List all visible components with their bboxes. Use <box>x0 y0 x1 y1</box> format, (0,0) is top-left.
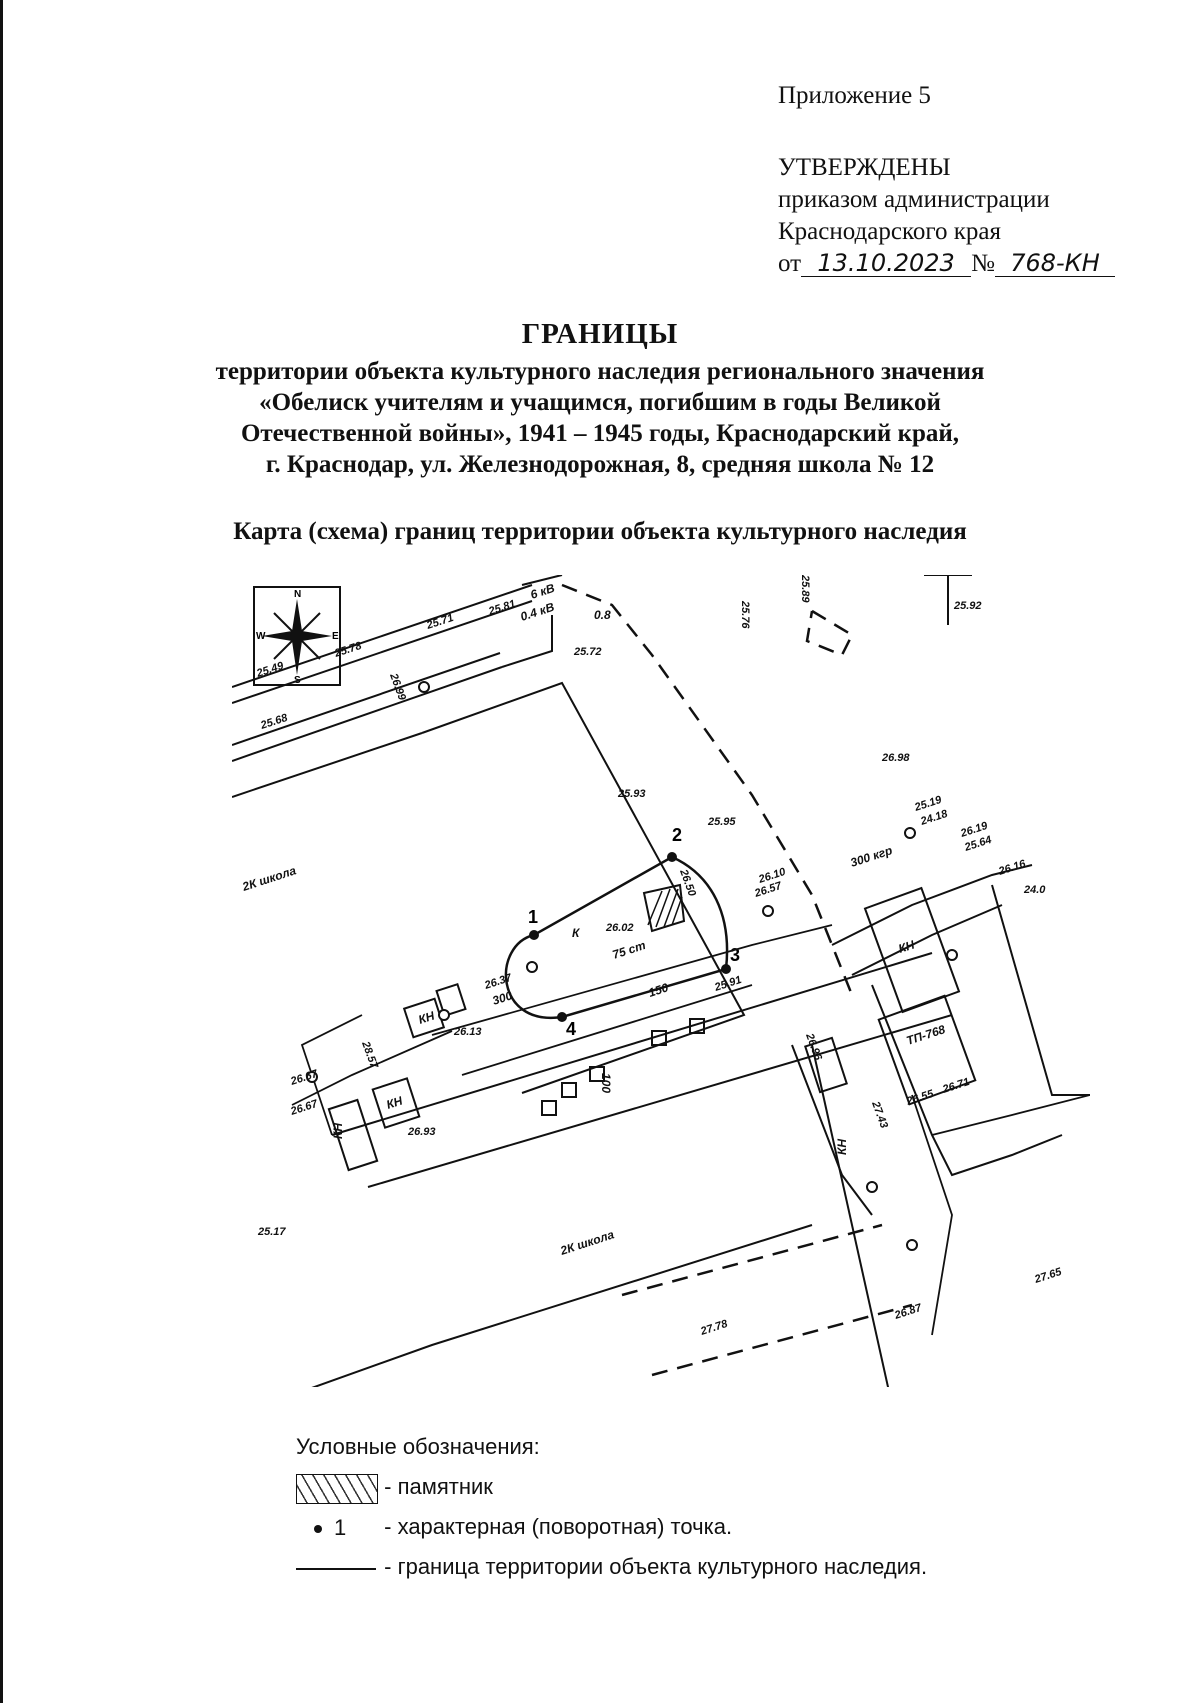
elev-label: 25.89 <box>799 575 811 603</box>
cable-label: 150 <box>646 980 670 1000</box>
compass-w: W <box>256 631 266 642</box>
elev-label: 25.91 <box>713 973 744 994</box>
scan-edge-line <box>0 0 3 1703</box>
elev-label: 26.19 <box>959 819 990 840</box>
elev-label: 24.18 <box>919 807 950 828</box>
elev-label: 27.43 <box>869 1099 890 1130</box>
approval-block <box>778 80 1115 280</box>
heading: ГРАНИЦЫ <box>521 318 679 350</box>
right-buildings <box>792 865 1090 1215</box>
elev-label: 26.67 <box>289 1067 320 1088</box>
elev-label: 26.71 <box>941 1075 972 1096</box>
line-label: 0.8 <box>594 608 611 622</box>
kn-label: КН <box>896 937 917 956</box>
title-line-1: территории объекта культурного наследия регионального значения <box>215 358 985 385</box>
kn-label: КН <box>384 1093 405 1112</box>
elev-label: 25.92 <box>954 600 982 612</box>
hatch-swatch <box>296 1474 378 1504</box>
legend <box>296 1427 927 1587</box>
number-label: № <box>971 250 995 277</box>
point-1: 1 <box>528 907 539 927</box>
boundary-line-swatch <box>296 1568 376 1570</box>
elev-label: 25.17 <box>258 1226 286 1238</box>
title-body <box>0 356 1200 480</box>
wells <box>307 682 957 1250</box>
map-caption: Карта (схема) границ территории объекта культурного наследия <box>233 518 967 545</box>
elev-label: 26.99 <box>387 671 408 702</box>
elev-label: 25.81 <box>487 597 518 618</box>
point-2: 2 <box>672 825 683 845</box>
title-line-3: Отечественной войны», 1941 – 1945 годы, Краснодарский край, <box>240 420 960 447</box>
elev-label: 26.55 <box>905 1087 936 1108</box>
legend-point-symbol <box>296 1508 378 1548</box>
elev-label: 26.93 <box>408 1126 436 1138</box>
cable-label: 300 кгр <box>848 843 894 870</box>
appendix-label: Приложение 5 <box>778 82 931 109</box>
elev-label: 28.57 <box>359 1039 380 1070</box>
school-label-left: 2К школа <box>240 863 298 894</box>
map-labels <box>240 581 948 1258</box>
elev-label: 25.19 <box>913 793 944 814</box>
kn-label: КН <box>416 1008 437 1027</box>
compass-n: N <box>294 589 302 600</box>
from-label: от <box>778 250 802 277</box>
approved-by-line2: Краснодарского края <box>778 218 1001 245</box>
elev-label: 26.02 <box>606 922 634 934</box>
elev-label: 25.49 <box>255 659 286 680</box>
elev-label: 26.37 <box>483 971 514 992</box>
compass-e: E <box>332 631 339 642</box>
point-4: 4 <box>566 1019 577 1039</box>
title-line-2: «Обелиск учителям и учащимся, погибшим в годы Великой <box>259 389 941 416</box>
spacer <box>778 112 1115 152</box>
elev-label: 25.93 <box>618 788 646 800</box>
elev-label: 26.57 <box>753 879 784 900</box>
elev-label: 25.72 <box>574 646 602 658</box>
elev-label: 25.78 <box>333 639 364 660</box>
legend-point-number: 1 <box>334 1515 347 1541</box>
cable-label: 300 <box>490 988 514 1008</box>
elev-label: 25.95 <box>708 816 736 828</box>
elev-label: 26.96 <box>803 1031 824 1062</box>
order-number: 768-КН <box>995 250 1115 277</box>
kn-label: КН <box>835 1138 849 1155</box>
elev-label: 26.67 <box>289 1097 320 1118</box>
approved-label: УТВЕРЖДЕНЫ <box>778 154 951 181</box>
legend-line-symbol <box>296 1548 378 1588</box>
cable-label: 75 ст <box>610 938 648 962</box>
elev-label: 26.98 <box>882 752 910 764</box>
elev-label: 25.64 <box>963 833 994 854</box>
elev-label: 26.13 <box>454 1026 482 1038</box>
line-label: 0.4 кВ <box>518 599 556 624</box>
elev-label: 26.10 <box>757 865 788 886</box>
elev-label: 26.50 <box>677 867 698 898</box>
legend-monument-row <box>296 1467 927 1507</box>
elev-label: 25.76 <box>739 601 751 629</box>
legend-point-row <box>296 1507 927 1547</box>
title-line-4: г. Краснодар, ул. Железнодорожная, 8, средняя школа № 12 <box>265 451 935 478</box>
k-label: К <box>572 926 580 940</box>
elevation-labels <box>254 575 1064 1338</box>
approved-by-line1: приказом администрации <box>778 186 1050 213</box>
legend-boundary-text: - граница территории объекта культурного наследия. <box>384 1554 928 1579</box>
small-buildings <box>329 984 847 1170</box>
tp-label: ТП-768 <box>904 1022 947 1048</box>
elev-label: 27.78 <box>699 1317 730 1338</box>
legend-point-text: - характерная (поворотная) точка. <box>384 1514 733 1539</box>
compass-s: S <box>294 675 301 686</box>
order-line <box>778 248 1115 280</box>
elev-label: 26.16 <box>997 857 1028 878</box>
point-dot-icon <box>314 1525 322 1533</box>
boundary-map <box>232 575 1090 1387</box>
elev-label: 25.68 <box>259 711 290 732</box>
legend-monument-text: - памятник <box>384 1474 493 1499</box>
elev-label: 24.0 <box>1024 884 1046 896</box>
legend-title: Условные обозначения: <box>296 1434 540 1459</box>
line-label: 6 кВ <box>528 580 557 602</box>
elev-label: 26.87 <box>893 1301 924 1322</box>
legend-boundary-row <box>296 1547 927 1587</box>
order-date: 13.10.2023 <box>801 250 971 277</box>
elev-label: 27.65 <box>1033 1265 1064 1286</box>
cable-label: 100 <box>599 1073 613 1094</box>
elev-label: 25.71 <box>425 611 456 632</box>
legend-hatch-symbol <box>296 1468 378 1508</box>
point-3: 3 <box>730 945 741 965</box>
school-label-bottom: 2К школа <box>558 1227 616 1258</box>
kn-label: КН <box>331 1122 345 1139</box>
